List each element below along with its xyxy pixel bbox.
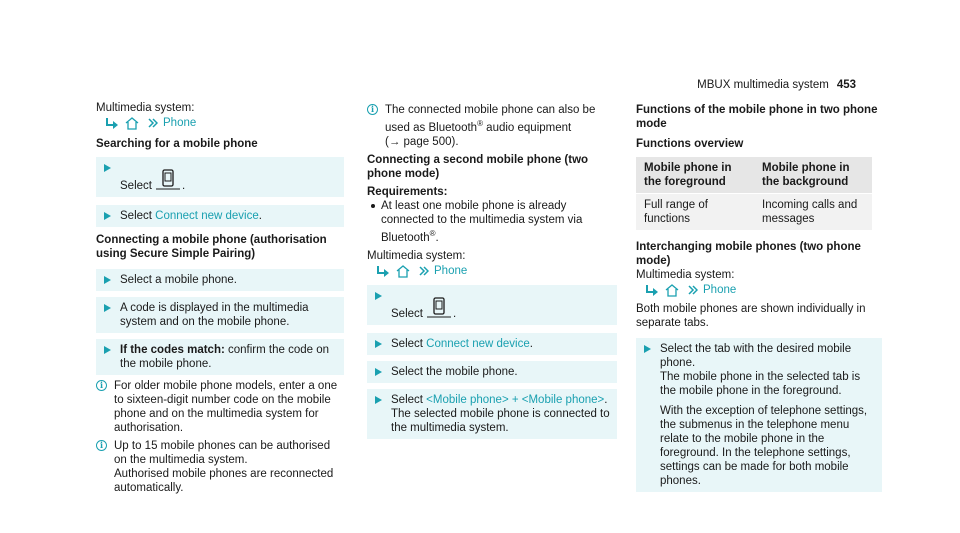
play-triangle-icon — [104, 212, 111, 220]
info-older-models: i For older mobile phone models, enter a one to sixteen-digit number code on the mobile phone and on the multimedia system for authorisation. — [96, 379, 344, 435]
info-bluetooth-audio: i The connected mobile phone can also be used as Bluetooth® audio equipment (→ page 500). — [367, 103, 617, 149]
table-header-background: Mobile phone in the background — [754, 157, 872, 194]
step-select-the-mobile-phone: Select the mobile phone. — [367, 361, 617, 383]
nav-target-phone[interactable]: Phone — [703, 284, 737, 296]
play-triangle-icon — [375, 396, 382, 404]
section-title: MBUX multimedia system — [697, 79, 829, 91]
info-authorised-phones: i Up to 15 mobile phones can be authorised on the multimedia system. Authorised mobile phones are reconnected automatically. — [96, 439, 344, 495]
table-cell: Incoming calls and messages — [754, 194, 872, 231]
play-triangle-icon — [644, 345, 651, 353]
play-triangle-icon — [104, 164, 111, 172]
play-triangle-icon — [104, 346, 111, 354]
home-icon — [395, 264, 411, 278]
table-header-foreground: Mobile phone in the foreground — [636, 157, 754, 194]
home-icon — [124, 116, 140, 130]
column-2 — [367, 103, 617, 439]
return-arrow-icon — [644, 284, 658, 296]
step-select-mobile-phone-pair: Select <Mobile phone> + <Mobile phone>. The selected mobile phone is connected to the multimedia system. — [367, 389, 617, 439]
step-select-mobile-phone: Select a mobile phone. — [96, 269, 344, 291]
nav-path — [367, 263, 617, 279]
requirements-heading: Requirements: — [367, 186, 448, 198]
connect-new-device-link[interactable]: Connect new device — [155, 210, 259, 222]
table-row — [636, 194, 872, 231]
return-arrow-icon — [104, 117, 118, 129]
double-chevron-icon — [688, 285, 698, 295]
info-icon: i — [367, 104, 378, 115]
double-chevron-icon — [148, 118, 158, 128]
table-header-row — [636, 157, 872, 194]
play-triangle-icon — [375, 368, 382, 376]
step-connect-new-device: Select Connect new device. — [96, 205, 344, 227]
page-reference[interactable]: (→ page 500). — [385, 136, 459, 148]
column-1 — [96, 101, 344, 495]
step-select-tab: Select the tab with the desired mobile phone. The mobile phone in the selected tab is the mobile phone in the foreground. With the exception of telephone settings, the submenus in the telephone menu relate to the mobile phone in the foreground. In the telephone settings, settings can be made for both mobile phones. — [636, 338, 882, 492]
nav-path — [636, 282, 882, 298]
phone-search-icon[interactable] — [423, 297, 453, 319]
both-phones-text: Both mobile phones are shown individually in separate tabs. — [636, 303, 866, 329]
functions-table — [636, 157, 872, 230]
phone-search-icon[interactable] — [152, 169, 182, 191]
double-chevron-icon — [419, 266, 429, 276]
play-triangle-icon — [104, 304, 111, 312]
page-number: 453 — [836, 79, 856, 91]
nav-path — [96, 115, 344, 131]
step-select-phone-icon: Select . — [96, 157, 344, 197]
connect-new-device-link[interactable]: Connect new device — [426, 338, 530, 350]
play-triangle-icon — [104, 276, 111, 284]
play-triangle-icon — [375, 340, 382, 348]
step-codes-match: If the codes match: confirm the code on the mobile phone. — [96, 339, 344, 375]
mobile-phone-pair-option[interactable]: <Mobile phone> + <Mobile phone> — [426, 394, 605, 406]
step-connect-new-device: Select Connect new device. — [367, 333, 617, 355]
play-triangle-icon — [375, 292, 382, 300]
step-select-phone-icon: Select . — [367, 285, 617, 325]
nav-label: Multimedia system: — [96, 102, 195, 114]
step-code-displayed: A code is displayed in the multimedia system and on the mobile phone. — [96, 297, 344, 333]
info-icon: i — [96, 380, 107, 391]
return-arrow-icon — [375, 265, 389, 277]
requirement-item: At least one mobile phone is already connected to the multimedia system via Bluetooth®. — [367, 199, 617, 245]
home-icon — [664, 283, 680, 297]
interchange-heading: Interchanging mobile phones (two phone mode) — [636, 241, 861, 267]
second-phone-heading: Connecting a second mobile phone (two phone mode) — [367, 154, 589, 180]
table-cell: Full range of functions — [636, 194, 754, 231]
info-icon: i — [96, 440, 107, 451]
nav-label: Multimedia system: — [636, 269, 735, 281]
functions-heading: Functions of the mobile phone in two phone mode — [636, 104, 878, 130]
overview-heading: Functions overview — [636, 138, 744, 150]
nav-label: Multimedia system: — [367, 250, 466, 262]
nav-target-phone[interactable]: Phone — [434, 265, 468, 277]
page-header — [697, 78, 856, 92]
step-note: With the exception of telephone settings, the submenus in the telephone menu relate to the mobile phone in the foreground. In the telephone settings, settings can be made for both mobile phones. — [660, 405, 868, 487]
connect-heading: Connecting a mobile phone (authorisation using Secure Simple Pairing) — [96, 234, 327, 260]
search-heading: Searching for a mobile phone — [96, 138, 258, 150]
column-3 — [636, 103, 882, 492]
nav-target-phone[interactable]: Phone — [163, 117, 197, 129]
